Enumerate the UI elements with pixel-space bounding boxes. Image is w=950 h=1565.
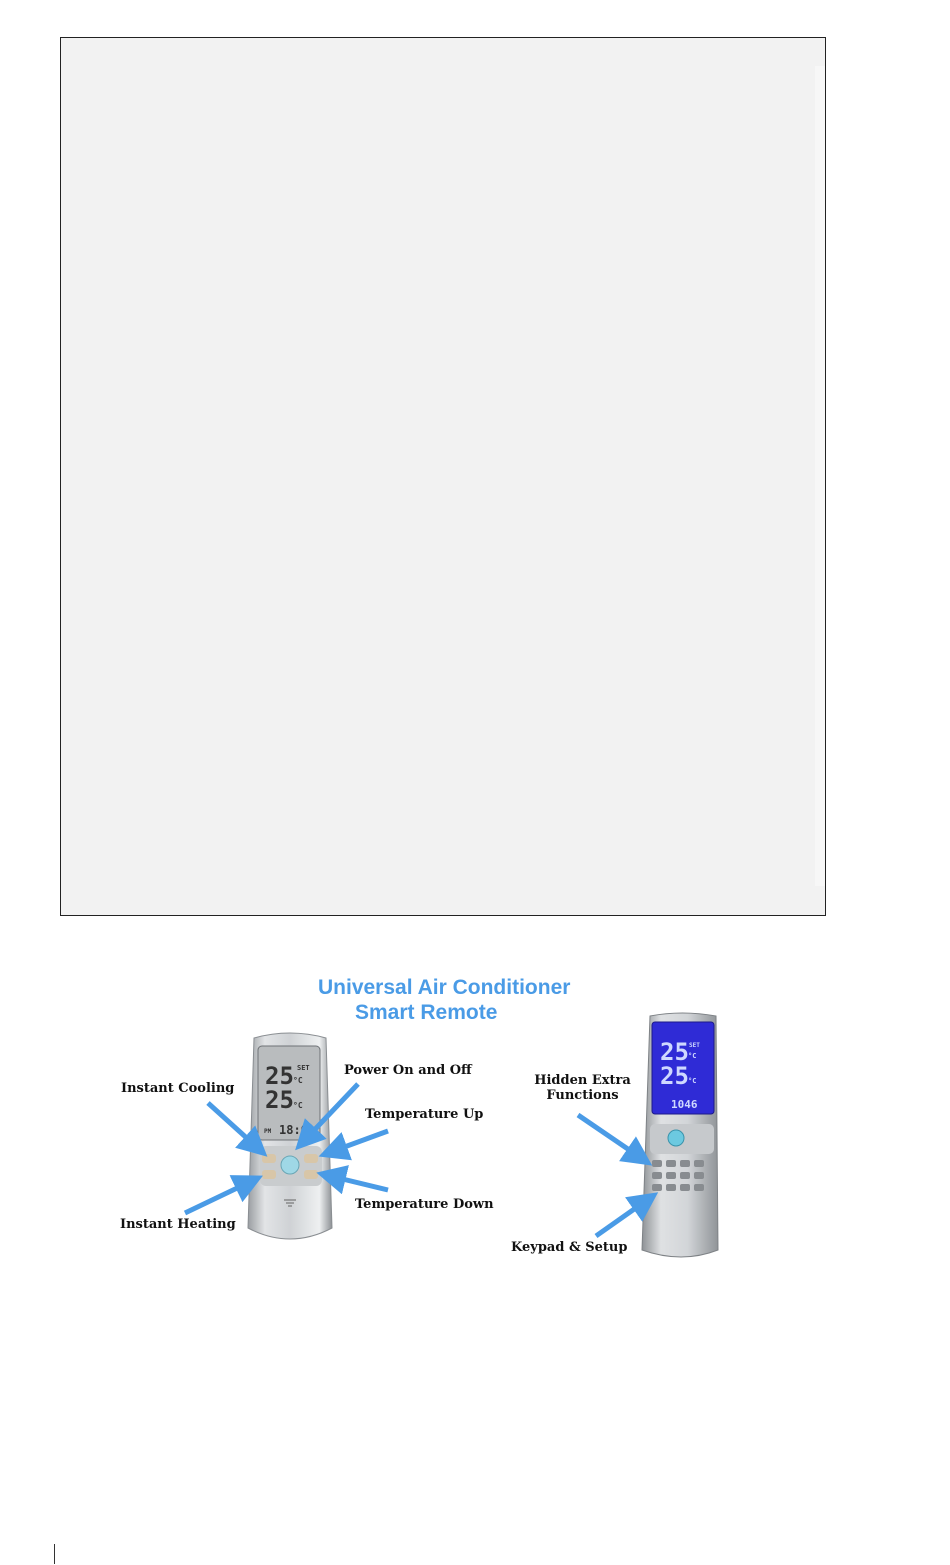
arrow-temp-down — [326, 1175, 388, 1190]
placeholder-edge — [815, 66, 825, 886]
left-lcd-clock: 18:0 — [279, 1123, 308, 1137]
callout-power: Power On and Off — [344, 1063, 472, 1078]
arrow-instant-heating — [185, 1180, 254, 1213]
callout-hidden-line2: Functions — [546, 1088, 619, 1103]
arrow-hidden-functions — [578, 1115, 644, 1160]
callout-temp-down: Temperature Down — [355, 1197, 494, 1212]
callout-keypad-setup: Keypad & Setup — [511, 1240, 628, 1255]
callout-instant-heating: Instant Heating — [120, 1217, 236, 1232]
callout-hidden-line1: Hidden Extra — [534, 1073, 631, 1088]
image-placeholder — [60, 37, 826, 916]
right-lcd-unit-top: °C — [688, 1052, 697, 1060]
right-lcd-clock: 1046 — [671, 1098, 698, 1111]
arrow-power — [302, 1084, 358, 1143]
right-lcd-unit-bottom: °C — [688, 1077, 697, 1085]
arrow-temp-up — [328, 1131, 388, 1153]
right-lcd-temp-top: 25 — [660, 1038, 689, 1066]
figure-title-line1: Universal Air Conditioner — [318, 976, 571, 999]
callout-instant-cooling: Instant Cooling — [121, 1081, 235, 1096]
right-lcd-temp-bottom: 25 — [660, 1062, 689, 1090]
figure-title-line2: Smart Remote — [355, 1001, 498, 1024]
left-lcd-unit-top: °C — [293, 1076, 303, 1085]
right-lcd-set: SET — [689, 1042, 700, 1049]
arrow-instant-cooling — [208, 1103, 260, 1150]
left-lcd-pm: PM — [264, 1128, 272, 1135]
arrow-keypad — [596, 1198, 650, 1236]
left-lcd-unit-bottom: °C — [293, 1101, 303, 1110]
left-lcd-temp-top: 25 — [265, 1062, 294, 1090]
remote-figure — [0, 960, 950, 1280]
callout-temp-up: Temperature Up — [365, 1107, 484, 1122]
callout-arrows — [0, 960, 950, 1280]
left-lcd-temp-bottom: 25 — [265, 1086, 294, 1114]
page-margin-marker — [54, 1544, 55, 1564]
left-lcd-set: SET — [297, 1064, 310, 1072]
